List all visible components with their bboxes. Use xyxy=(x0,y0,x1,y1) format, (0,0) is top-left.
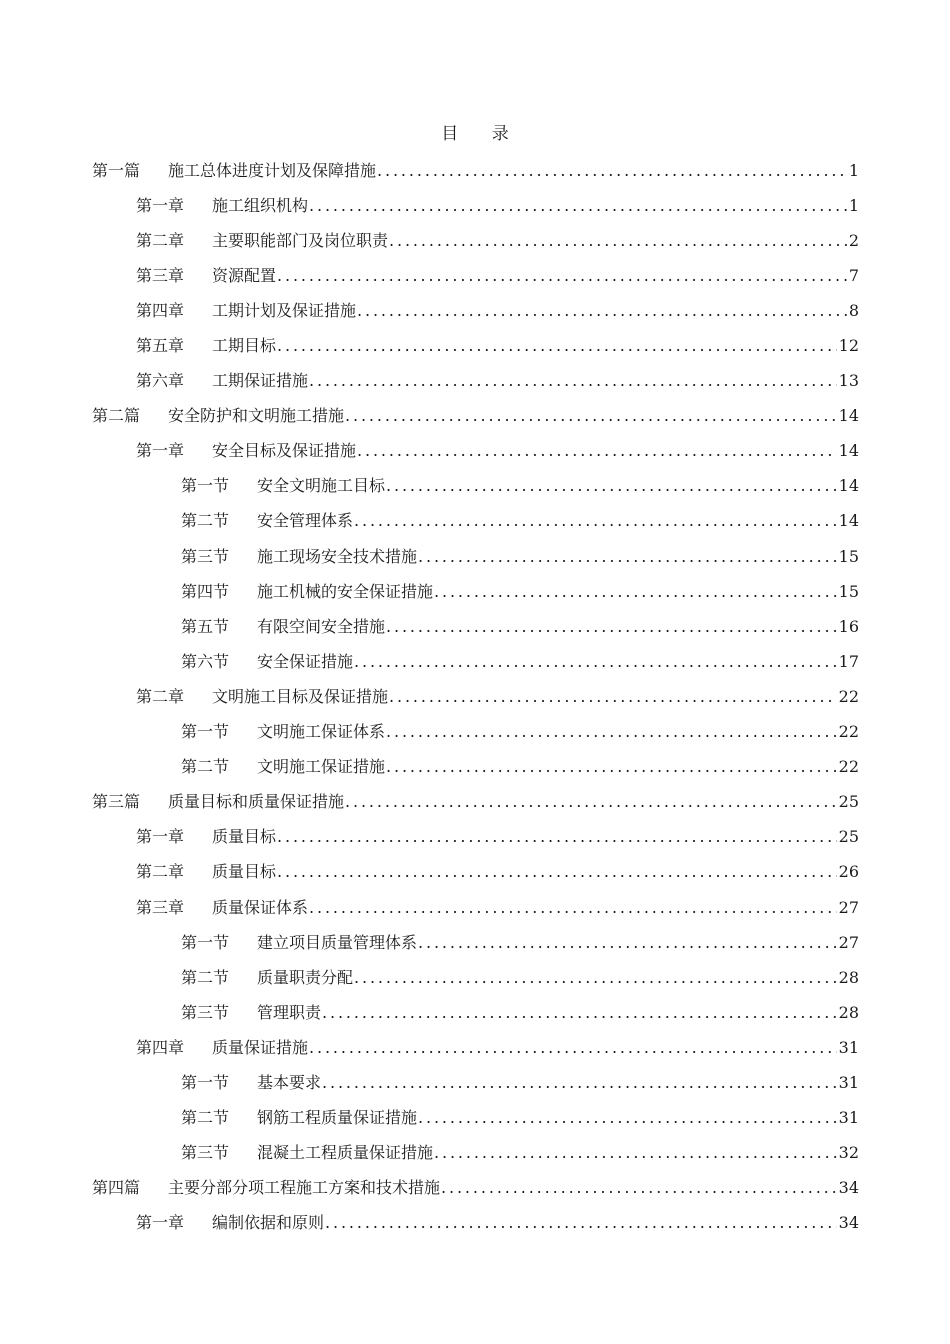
toc-entry-page-number: 15 xyxy=(838,581,859,601)
toc-entry-number: 第一节 xyxy=(181,932,230,952)
toc-entry-page-number: 15 xyxy=(838,546,859,566)
toc-dot-leader xyxy=(277,827,837,847)
toc-entry-page-number: 22 xyxy=(838,686,859,706)
toc-entry-page-number: 14 xyxy=(838,406,859,426)
toc-entry-page-number: 13 xyxy=(838,371,859,391)
toc-dot-leader xyxy=(418,933,837,953)
toc-entry-page-number: 34 xyxy=(838,1178,859,1198)
toc-entry-page-number: 25 xyxy=(838,792,859,812)
toc-entry-title: 主要职能部门及岗位职责 xyxy=(212,230,389,250)
toc-entry-page-number: 22 xyxy=(838,722,859,742)
toc-dot-leader xyxy=(309,371,837,391)
toc-entry-title: 安全防护和文明施工措施 xyxy=(168,406,345,426)
toc-dot-leader xyxy=(434,1143,837,1163)
toc-entry-number: 第三章 xyxy=(136,897,185,917)
toc-dot-leader xyxy=(434,582,837,602)
toc-entry-number: 第六章 xyxy=(136,371,185,391)
toc-entry[interactable] xyxy=(92,188,859,223)
toc-dot-leader xyxy=(389,231,847,251)
toc-entry-title: 编制依据和原则 xyxy=(212,1213,325,1233)
toc-entry-title: 施工机械的安全保证措施 xyxy=(257,581,434,601)
toc-dot-leader xyxy=(277,336,837,356)
toc-entry[interactable] xyxy=(92,890,859,925)
toc-entry[interactable] xyxy=(92,1206,859,1241)
toc-entry[interactable] xyxy=(92,434,859,469)
toc-entry-title: 安全文明施工目标 xyxy=(257,476,386,496)
toc-entry-number: 第一节 xyxy=(181,722,230,742)
toc-entry-number: 第一章 xyxy=(136,1213,185,1233)
toc-entry-page-number: 27 xyxy=(838,897,859,917)
toc-entry-page-number: 34 xyxy=(838,1213,859,1233)
toc-entry-page-number: 28 xyxy=(838,967,859,987)
toc-entry-number: 第三篇 xyxy=(92,792,141,812)
toc-entry-page-number: 17 xyxy=(838,651,859,671)
toc-dot-leader xyxy=(322,1073,837,1093)
toc-entry[interactable] xyxy=(92,995,859,1030)
toc-entry-title: 主要分部分项工程施工方案和技术措施 xyxy=(168,1178,441,1198)
toc-entry-page-number: 28 xyxy=(838,1002,859,1022)
toc-entry[interactable] xyxy=(92,644,859,679)
toc-entry-page-number: 27 xyxy=(838,932,859,952)
toc-entry-page-number: 1 xyxy=(848,195,859,215)
toc-entry-page-number: 31 xyxy=(838,1072,859,1092)
toc-dot-leader xyxy=(441,1178,837,1198)
toc-entry-page-number: 1 xyxy=(848,160,859,180)
toc-entry[interactable] xyxy=(92,539,859,574)
toc-entry-number: 第四章 xyxy=(136,1037,185,1057)
toc-entry-title: 安全管理体系 xyxy=(257,511,354,531)
toc-entry-title: 文明施工保证措施 xyxy=(257,757,386,777)
toc-entry[interactable] xyxy=(92,504,859,539)
toc-entry-title: 安全保证措施 xyxy=(257,651,354,671)
toc-entry-title: 资源配置 xyxy=(212,265,277,285)
toc-dot-leader xyxy=(277,266,847,286)
toc-entry-number: 第一篇 xyxy=(92,160,141,180)
toc-entry-title: 施工总体进度计划及保障措施 xyxy=(168,160,377,180)
toc-entry-title: 施工现场安全技术措施 xyxy=(257,546,418,566)
toc-entry-title: 安全目标及保证措施 xyxy=(212,441,357,461)
toc-dot-leader xyxy=(386,757,837,777)
toc-dot-leader xyxy=(309,1038,837,1058)
toc-entry-title: 基本要求 xyxy=(257,1072,322,1092)
toc-entry-title: 施工组织机构 xyxy=(212,195,309,215)
toc-entry[interactable] xyxy=(92,223,859,258)
toc-entry[interactable] xyxy=(92,469,859,504)
toc-entry-title: 质量目标和质量保证措施 xyxy=(168,792,345,812)
toc-dot-leader xyxy=(418,547,837,567)
toc-entry-page-number: 12 xyxy=(838,336,859,356)
toc-entry-page-number: 2 xyxy=(848,230,859,250)
toc-dot-leader xyxy=(357,301,847,321)
toc-entry-page-number: 32 xyxy=(838,1143,859,1163)
toc-entry[interactable] xyxy=(92,1136,859,1171)
toc-entry-page-number: 14 xyxy=(838,511,859,531)
toc-dot-leader xyxy=(309,898,837,918)
toc-entry[interactable] xyxy=(92,1101,859,1136)
toc-entry[interactable] xyxy=(92,820,859,855)
toc-dot-leader xyxy=(354,968,837,988)
toc-entry[interactable] xyxy=(92,328,859,363)
toc-entry-page-number: 31 xyxy=(838,1037,859,1057)
toc-entry[interactable] xyxy=(92,679,859,714)
toc-entry-page-number: 22 xyxy=(838,757,859,777)
toc-entry[interactable] xyxy=(92,960,859,995)
toc-entry[interactable] xyxy=(92,364,859,399)
toc-entry-number: 第五节 xyxy=(181,616,230,636)
toc-entry-title: 质量保证措施 xyxy=(212,1037,309,1057)
toc-entry-title: 工期目标 xyxy=(212,336,277,356)
toc-dot-leader xyxy=(386,617,837,637)
toc-entry-number: 第一章 xyxy=(136,827,185,847)
toc-entry-title: 质量目标 xyxy=(212,862,277,882)
toc-title: 目 录 xyxy=(441,124,523,144)
toc-dot-leader xyxy=(322,1003,837,1023)
toc-entry-page-number: 26 xyxy=(838,862,859,882)
toc-entry-number: 第三节 xyxy=(181,1143,230,1163)
toc-entry[interactable] xyxy=(92,785,859,820)
toc-entry-title: 建立项目质量管理体系 xyxy=(257,932,418,952)
toc-entry-number: 第一节 xyxy=(181,1072,230,1092)
toc-entry-title: 质量职责分配 xyxy=(257,967,354,987)
toc-entry[interactable] xyxy=(92,1065,859,1100)
toc-dot-leader xyxy=(418,1108,837,1128)
toc-entry-number: 第二章 xyxy=(136,230,185,250)
toc-dot-leader xyxy=(325,1213,837,1233)
toc-entry[interactable] xyxy=(92,609,859,644)
toc-dot-leader xyxy=(354,652,837,672)
toc-entry-title: 质量保证体系 xyxy=(212,897,309,917)
toc-entry[interactable] xyxy=(92,293,859,328)
toc-entry-number: 第三节 xyxy=(181,1002,230,1022)
toc-entry-number: 第四章 xyxy=(136,300,185,320)
toc-entry-page-number: 14 xyxy=(838,441,859,461)
toc-entry[interactable] xyxy=(92,925,859,960)
toc-entry-number: 第四篇 xyxy=(92,1178,141,1198)
toc-entry[interactable] xyxy=(92,1171,859,1206)
toc-dot-leader xyxy=(309,196,847,216)
toc-entry-number: 第二节 xyxy=(181,511,230,531)
toc-entry-title: 有限空间安全措施 xyxy=(257,616,386,636)
toc-entry-page-number: 31 xyxy=(838,1108,859,1128)
toc-entry-page-number: 8 xyxy=(848,300,859,320)
toc-entry-title: 钢筋工程质量保证措施 xyxy=(257,1108,418,1128)
toc-entry-page-number: 7 xyxy=(848,265,859,285)
toc-entry-number: 第四节 xyxy=(181,581,230,601)
toc-dot-leader xyxy=(386,722,837,742)
toc-entry-title: 工期保证措施 xyxy=(212,371,309,391)
toc-entry-number: 第一章 xyxy=(136,441,185,461)
toc-entry[interactable] xyxy=(92,153,859,188)
toc-entry[interactable] xyxy=(92,574,859,609)
toc-entry-title: 质量目标 xyxy=(212,827,277,847)
toc-entry-number: 第二节 xyxy=(181,757,230,777)
toc-entry-number: 第一章 xyxy=(136,195,185,215)
toc-entry-number: 第三章 xyxy=(136,265,185,285)
toc-entry-title: 管理职责 xyxy=(257,1002,322,1022)
toc-dot-leader xyxy=(345,406,837,426)
toc-list xyxy=(92,153,859,1241)
toc-dot-leader xyxy=(354,511,837,531)
toc-entry-number: 第五章 xyxy=(136,336,185,356)
toc-entry-number: 第六节 xyxy=(181,651,230,671)
toc-entry-number: 第三节 xyxy=(181,546,230,566)
toc-entry-number: 第二章 xyxy=(136,862,185,882)
toc-entry-title: 混凝土工程质量保证措施 xyxy=(257,1143,434,1163)
toc-entry-page-number: 25 xyxy=(838,827,859,847)
toc-dot-leader xyxy=(389,687,837,707)
toc-entry-page-number: 16 xyxy=(838,616,859,636)
toc-dot-leader xyxy=(377,161,847,181)
toc-entry-number: 第二节 xyxy=(181,967,230,987)
toc-dot-leader xyxy=(277,862,837,882)
toc-dot-leader xyxy=(386,476,837,496)
toc-entry-number: 第二篇 xyxy=(92,406,141,426)
toc-entry[interactable] xyxy=(92,855,859,890)
toc-entry-title: 文明施工目标及保证措施 xyxy=(212,686,389,706)
toc-entry-number: 第二节 xyxy=(181,1108,230,1128)
toc-entry-title: 文明施工保证体系 xyxy=(257,722,386,742)
toc-entry[interactable] xyxy=(92,1030,859,1065)
toc-entry[interactable] xyxy=(92,750,859,785)
toc-dot-leader xyxy=(345,792,837,812)
toc-entry[interactable] xyxy=(92,258,859,293)
toc-dot-leader xyxy=(357,441,837,461)
toc-entry[interactable] xyxy=(92,715,859,750)
toc-entry-number: 第二章 xyxy=(136,686,185,706)
toc-entry-title: 工期计划及保证措施 xyxy=(212,300,357,320)
toc-entry-page-number: 14 xyxy=(838,476,859,496)
toc-entry[interactable] xyxy=(92,399,859,434)
toc-entry-number: 第一节 xyxy=(181,476,230,496)
